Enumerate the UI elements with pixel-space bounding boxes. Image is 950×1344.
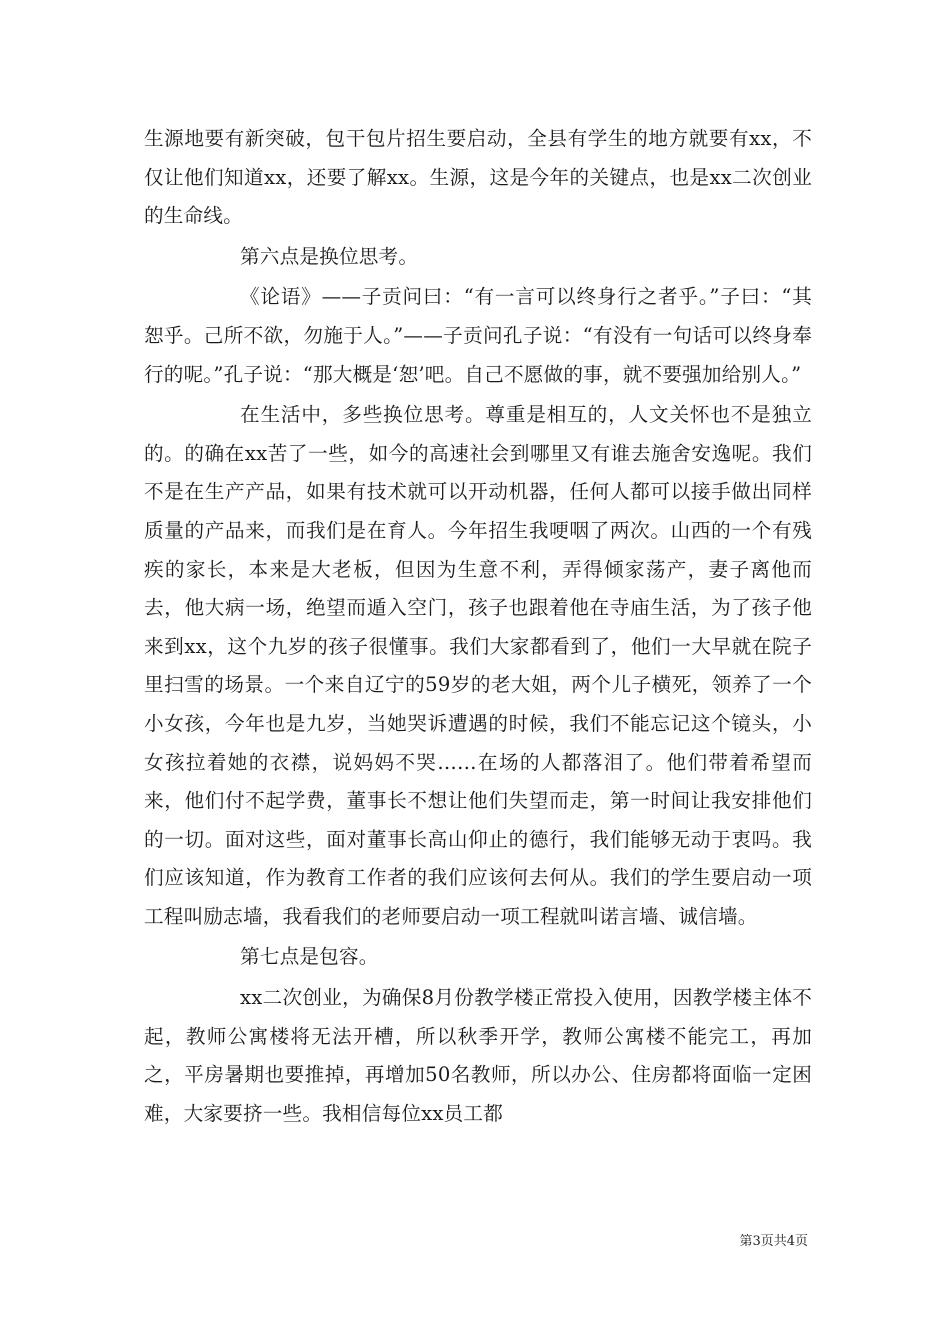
document-body [144,120,812,1135]
paragraph-3-quote: 《论语》——子贡问曰：“有一言可以终身行之者乎。”子曰：“其恕乎。己所不欲，勿施于人。”——子贡问孔子说：“有没有一句话可以终身奉行的呢。”孔子说：“那大概是‘恕’吧。自己不愿做的事，就不要强加给别人。” [144,285,812,386]
page-number-footer: 第3页共4页 [739,1234,808,1249]
paragraph-6: xx二次创业，为确保8月份教学楼正常投入使用，因教学楼主体不起，教师公寓楼将无法开槽，所以秋季开学，教师公寓楼不能完工，再加之，平房暑期也要推掉，再增加50名教师，所以办公、住房都将面临一定困难，大家要挤一些。我相信每位xx员工都 [144,986,812,1125]
paragraph-1: 生源地要有新突破，包干包片招生要启动，全县有学生的地方就要有xx，不仅让他们知道xx，还要了解xx。生源，这是今年的关键点，也是xx二次创业的生命线。 [144,127,812,228]
paragraph-4: 在生活中，多些换位思考。尊重是相互的，人文关怀也不是独立的。的确在xx苦了一些，如今的高速社会到哪里又有谁去施舍安逸呢。我们不是在生产产品，如果有技术就可以开动机器，任何人都可以接手做出同样质量的产品来，而我们是在育人。今年招生我哽咽了两次。山西的一个有残疾的家长，本来是大老板，但因为生意不利，弄得倾家荡产，妻子离他而去，他大病一场，绝望而遁入空门，孩子也跟着他在寺庙生活，为了孩子他来到xx，这个九岁的孩子很懂事。我们大家都看到了，他们一大早就在院子里扫雪的场景。一个来自辽宁的59岁的老大姐，两个儿子横死，领养了一个小女孩，今年也是九岁，当她哭诉遭遇的时候，我们不能忘记这个镜头，小女孩拉着她的衣襟，说妈妈不哭……在场的人都落泪了。他们带着希望而来，他们付不起学费，董事长不想让他们失望而走，第一时间让我安排他们的一切。面对这些，面对董事长高山仰止的德行，我们能够无动于衷吗。我们应该知道，作为教育工作者的我们应该何去何从。我们的学生要启动一项工程叫励志墙，我看我们的老师要启动一项工程就叫诺言墙、诚信墙。 [144,403,812,928]
paragraph-2-heading: 第六点是换位思考。 [240,244,419,268]
paragraph-5-heading: 第七点是包容。 [240,945,379,969]
